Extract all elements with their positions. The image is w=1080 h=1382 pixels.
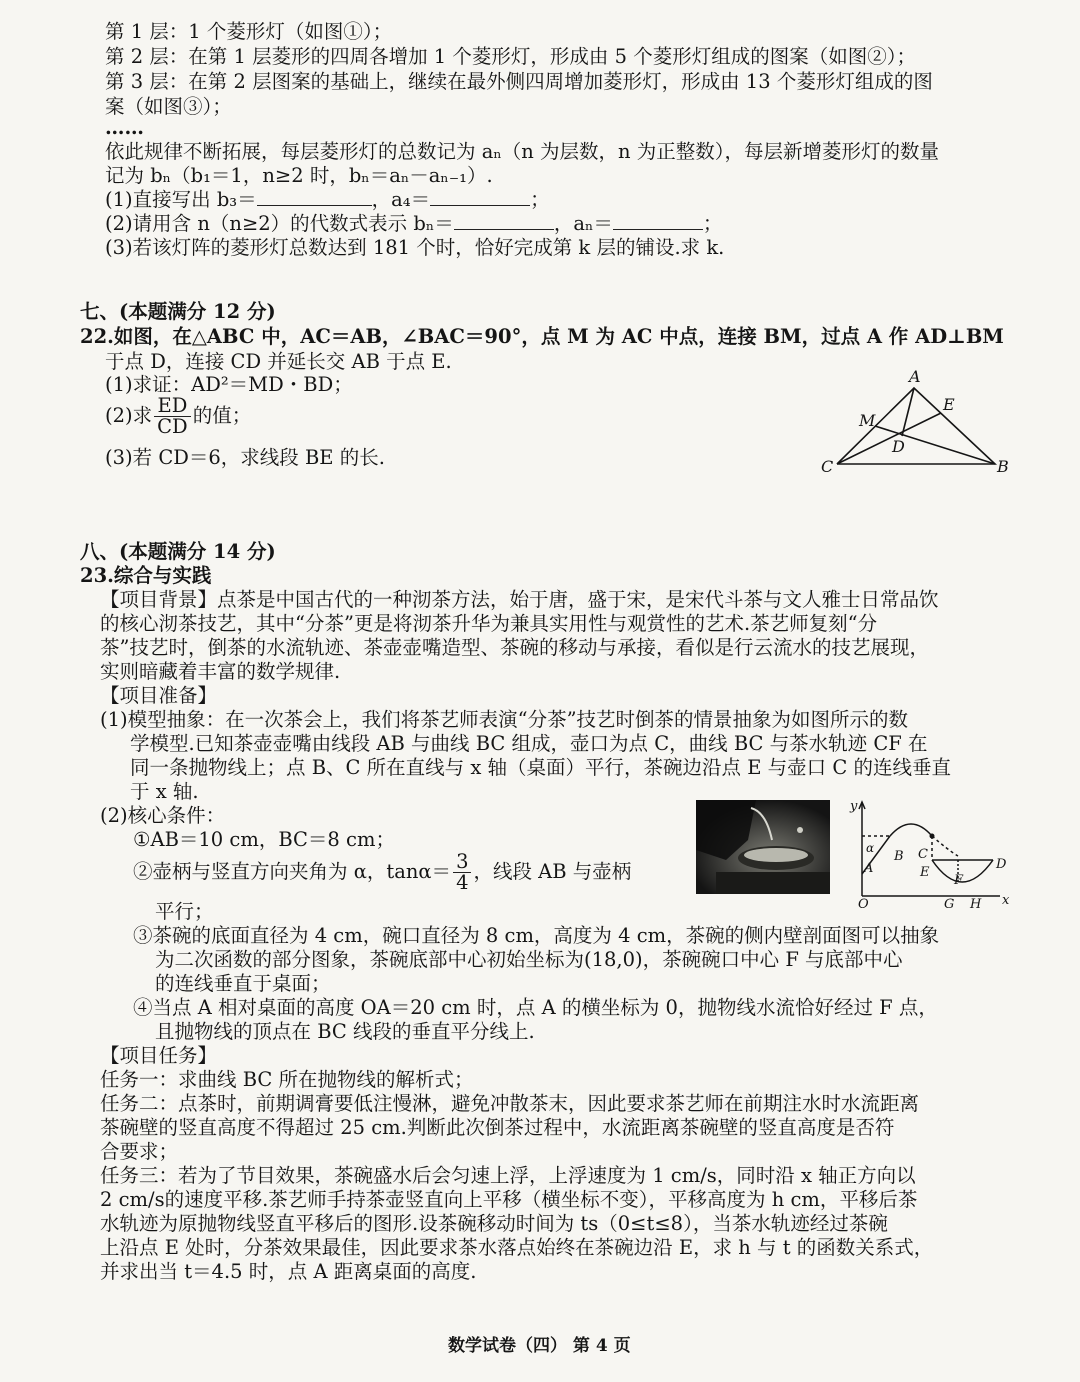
project-background: 【项目背景】点茶是中国古代的一种沏茶方法，始于唐，盛于宋，是宋代斗茶与文人雅士日常品饮 bbox=[100, 588, 939, 611]
project-task-heading: 【项目任务】 bbox=[100, 1044, 218, 1067]
condition-3-2: 为二次函数的部分图象，茶碗底部中心初始坐标为(18,0)，茶碗碗口中心 F 与底部中心 bbox=[155, 948, 903, 971]
model-abstraction-2: 学模型.已知茶壶壶嘴由线段 AB 与曲线 BC 组成，壶口为点 C，曲线 BC 与茶水轨迹 CF 在 bbox=[130, 732, 928, 755]
label-d: D bbox=[996, 857, 1007, 872]
label-b: B bbox=[997, 457, 1009, 476]
p21-layer2: 第 2 层：在第 1 层菱形的四周各增加 1 个菱形灯，形成由 5 个菱形灯组成的图案（如图②）； bbox=[105, 45, 916, 68]
label-m: M bbox=[859, 411, 876, 430]
condition-4: ④当点 A 相对桌面的高度 OA＝20 cm 时，点 A 的横坐标为 0，抛物线水流恰好经过 F 点， bbox=[133, 996, 938, 1019]
answer-blank-a4[interactable] bbox=[430, 188, 530, 206]
p21-q2-text-3: ； bbox=[702, 212, 723, 235]
condition-2-text-2: ，线段 AB 与壶柄 bbox=[473, 860, 632, 883]
ratio-denominator: CD bbox=[157, 415, 188, 438]
condition-3-3: 的连线垂直于桌面； bbox=[155, 972, 331, 995]
label-c: C bbox=[918, 847, 928, 862]
task-3-5: 并求出当 t＝4.5 时，点 A 距离桌面的高度. bbox=[100, 1260, 477, 1283]
curve-bc bbox=[890, 824, 932, 836]
p21-q2-text-2: ，aₙ＝ bbox=[553, 212, 613, 235]
ratio-ed-cd bbox=[154, 396, 191, 437]
p22-q2-text: (2)求 bbox=[105, 404, 153, 427]
ratio-numerator: ED bbox=[154, 396, 191, 417]
point-c bbox=[930, 834, 935, 839]
core-conditions-heading: (2)核心条件： bbox=[100, 804, 226, 827]
section-8-header: 八、(本题满分 14 分) bbox=[80, 540, 276, 563]
project-background-2: 的核心沏茶技艺，其中“分茶”更是将沏茶升华为兼具实用性与观赏性的艺术.茶艺师复刻“分 bbox=[100, 612, 878, 635]
p21-q1-text: (1)直接写出 b₃＝ bbox=[105, 188, 257, 211]
p21-question-3: (3)若该灯阵的菱形灯总数达到 181 个时，恰好完成第 k 层的铺设.求 k. bbox=[105, 236, 725, 259]
label-h: H bbox=[970, 897, 982, 911]
task-2-3: 合要求； bbox=[100, 1140, 179, 1163]
task-3: 任务三：若为了节目效果，茶碗盛水后会匀速上浮，上浮速度为 1 cm/s，同时沿 x 轴正方向以 bbox=[100, 1164, 916, 1187]
label-g: G bbox=[944, 897, 955, 911]
label-f: F bbox=[954, 873, 964, 888]
condition-1: ①AB＝10 cm，BC＝8 cm； bbox=[133, 828, 395, 851]
label-a: A bbox=[909, 368, 921, 386]
model-abstraction: (1)模型抽象：在一次茶会上，我们将茶艺师表演“分茶”技艺时倒茶的情景抽象为如图所示的数 bbox=[100, 708, 909, 731]
segment-ce bbox=[837, 413, 941, 464]
p22-text: 22.如图，在△ABC 中，AC＝AB，∠BAC＝90°，点 M 为 AC 中点，连接 BM，过点 A 作 AD⊥BM bbox=[80, 325, 1004, 348]
p21-rule-cont: 记为 bₙ（b₁＝1，n≥2 时，bₙ＝aₙ－aₙ₋₁）. bbox=[105, 164, 493, 187]
p21-layer3-cont: 案（如图③）； bbox=[105, 95, 232, 118]
condition-2-cont: 平行； bbox=[155, 900, 214, 923]
p21-q1-text-2: ，a₄＝ bbox=[371, 188, 431, 211]
answer-blank-b3[interactable] bbox=[257, 188, 372, 206]
p21-ellipsis: …… bbox=[105, 116, 144, 139]
p21-q1-text-3: ； bbox=[530, 188, 550, 211]
p22-question-1: (1)求证：AD²＝MD・BD； bbox=[105, 373, 353, 396]
p22-q2-text-2: 的值； bbox=[192, 404, 252, 427]
task-2: 任务二：点茶时，前期调膏要低注慢淋，避免冲散茶末，因此要求茶艺师在前期注水时水流距离 bbox=[100, 1092, 920, 1115]
p21-q2-text: (2)请用含 n（n≥2）的代数式表示 bₙ＝ bbox=[105, 212, 454, 235]
label-e: E bbox=[943, 395, 955, 414]
p21-question-1 bbox=[105, 188, 550, 212]
condition-2 bbox=[133, 852, 631, 893]
p22-statement bbox=[80, 325, 1004, 349]
task-3-2: 2 cm/s的速度平移.茶艺师手持茶壶竖直向上平移（横坐标不变），平移高度为 h cm，平移后茶 bbox=[100, 1188, 918, 1211]
label-b: B bbox=[894, 849, 904, 864]
project-background-4: 实则暗藏着丰富的数学规律. bbox=[100, 660, 341, 683]
task-3-4: 上沿点 E 处时，分茶效果最佳，因此要求茶水落点始终在茶碗边沿 E，求 h 与 t 的函数关系式， bbox=[100, 1236, 934, 1259]
triangle-figure bbox=[815, 368, 1015, 478]
label-o: O bbox=[858, 897, 869, 911]
p21-layer3: 第 3 层：在第 2 层图案的基础上，继续在最外侧四周增加菱形灯，形成由 13 个菱形灯组成的图 bbox=[105, 70, 933, 93]
tea-model-diagram bbox=[840, 796, 1020, 911]
p22-question-2 bbox=[105, 396, 251, 437]
label-y: y bbox=[850, 799, 858, 814]
project-background-3: 茶”技艺时，倒茶的水流轨迹、茶壶壶嘴造型、茶碗的移动与承接，看似是行云流水的技艺展现， bbox=[100, 636, 929, 659]
task-1: 任务一：求曲线 BC 所在抛物线的解析式； bbox=[100, 1068, 474, 1091]
p21-layer1: 第 1 层：1 个菱形灯（如图①）； bbox=[105, 20, 393, 43]
label-d: D bbox=[892, 437, 905, 456]
p22-statement-cont: 于点 D，连接 CD 并延长交 AB 于点 E. bbox=[105, 350, 452, 373]
label-e: E bbox=[920, 865, 930, 880]
page-footer: 数学试卷（四） 第 4 页 bbox=[448, 1336, 631, 1356]
p22-question-3: (3)若 CD＝6，求线段 BE 的长. bbox=[105, 446, 385, 469]
p23-title: 23.综合与实践 bbox=[80, 564, 212, 587]
label-a: A bbox=[864, 861, 874, 876]
answer-blank-bn[interactable] bbox=[454, 212, 554, 230]
trajectory-cf bbox=[932, 836, 958, 856]
p21-question-2 bbox=[105, 212, 722, 236]
condition-3: ③茶碗的底面直径为 4 cm，碗口直径为 8 cm，高度为 4 cm，茶碗的侧内壁剖面图可以抽象 bbox=[133, 924, 940, 947]
model-abstraction-4: 于 x 轴. bbox=[130, 780, 199, 803]
label-alpha: α bbox=[866, 841, 875, 855]
project-prep-heading: 【项目准备】 bbox=[100, 684, 218, 707]
label-x: x bbox=[1002, 893, 1010, 908]
section-7-header: 七、(本题满分 12 分) bbox=[80, 300, 276, 323]
p21-rule: 依此规律不断拓展，每层菱形灯的总数记为 aₙ（n 为层数，n 为正整数），每层新增菱形灯的数量 bbox=[105, 140, 940, 163]
condition-2-text: ②壶柄与竖直方向夹角为 α，tanα＝ bbox=[133, 860, 452, 883]
task-2-2: 茶碗壁的竖直高度不得超过 25 cm.判断此次倒茶过程中，水流距离茶碗壁的竖直高度是否符 bbox=[100, 1116, 895, 1139]
answer-blank-an[interactable] bbox=[613, 212, 703, 230]
condition-4-2: 且抛物线的顶点在 BC 线段的垂直平分线上. bbox=[155, 1020, 535, 1043]
label-c: C bbox=[821, 457, 834, 476]
tan-denominator: 4 bbox=[456, 871, 469, 894]
tea-pouring-photo bbox=[696, 800, 830, 894]
tan-alpha-fraction bbox=[453, 852, 471, 893]
task-3-3: 水轨迹为原抛物线竖直平移后的图形.设茶碗移动时间为 ts（0≤t≤8），当茶水轨迹经过茶碗 bbox=[100, 1212, 888, 1235]
tan-numerator: 3 bbox=[453, 852, 471, 873]
model-abstraction-3: 同一条抛物线上；点 B、C 所在直线与 x 轴（桌面）平行，茶碗边沿点 E 与壶口 C 的连线垂直 bbox=[130, 756, 951, 779]
